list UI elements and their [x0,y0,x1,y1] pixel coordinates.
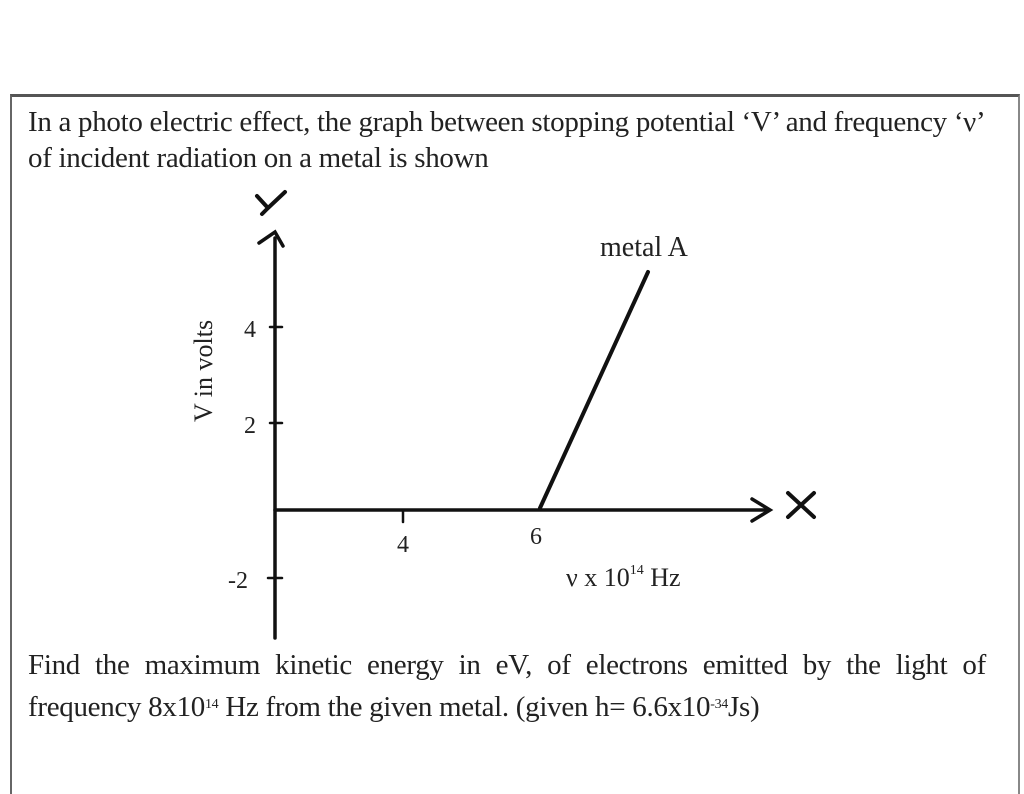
y-tick-label: -2 [228,568,248,594]
question-main: Find the maximum kinetic energy in eV, of electrons emitted by the light of frequency $8x10^{14}$ Hz from the given metal. (given $h= 6.6x10^{-34}Js$) [28,649,986,723]
line-label: metal A [600,232,688,263]
question-intro: In a photo electric effect, the graph between stopping potential ‘V’ and frequency ‘ν’ of incident radiation on a metal is shown [28,106,984,174]
handwritten-x-mark [788,493,814,517]
x-tick-label: 4 [397,532,409,558]
handwritten-y-mark [257,192,285,214]
y-axis-label: V in volts [189,319,218,422]
x-axis-label: ν x $10^{14}$ Hz [566,563,681,592]
x-tick-label: 6 [530,524,542,550]
y-tick-label: 2 [244,413,256,439]
y-tick-label: 4 [244,317,256,343]
metal-a-line [540,272,648,508]
y-axis-arrow [259,232,283,246]
